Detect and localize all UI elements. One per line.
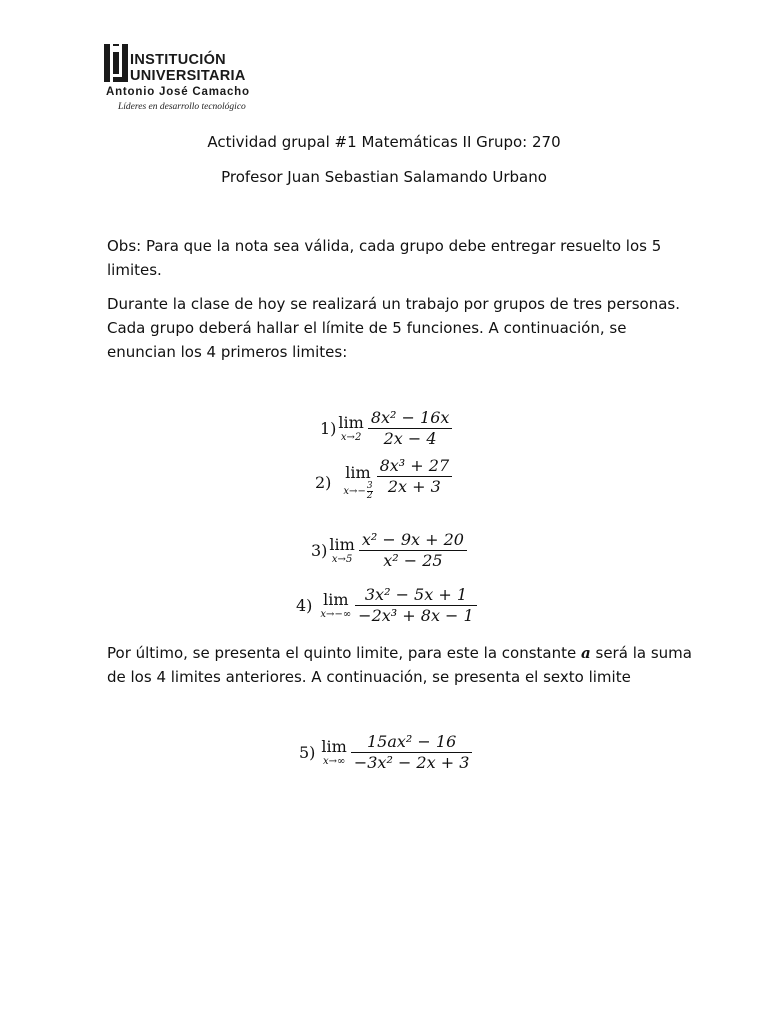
lim-word: lim <box>338 413 364 432</box>
limit-4-label: 4) <box>296 596 313 615</box>
limit-3-fraction <box>359 530 467 571</box>
limit-1 <box>320 408 452 449</box>
limit-4-fraction <box>355 585 477 626</box>
logo-line-3: Antonio José Camacho <box>106 86 250 98</box>
limit-4-operator <box>320 591 351 620</box>
limit-3-numerator: x² − 9x + 20 <box>361 530 464 549</box>
intro-paragraph <box>107 292 680 364</box>
limit-3-label: 3) <box>311 541 328 560</box>
limit-2-approach <box>343 482 372 501</box>
intro-line-3: enuncian los 4 primeros limites: <box>107 343 348 361</box>
limit-2-fraction <box>377 456 453 497</box>
limit-2-label: 2) <box>315 473 332 492</box>
lim-word: lim <box>345 463 371 482</box>
logo-emblem-icon <box>104 44 128 82</box>
approach-fraction-den: 2 <box>366 491 373 501</box>
limit-2 <box>315 456 452 501</box>
closing-line-1 <box>107 641 692 665</box>
limit-5-numerator: 15ax² − 16 <box>366 732 457 751</box>
obs-line-1: Obs: Para que la nota sea válida, cada grupo debe entregar resuelto los 5 <box>107 237 662 255</box>
limit-1-label: 1) <box>320 419 337 438</box>
limit-1-numerator: 8x² − 16x <box>370 408 450 427</box>
limit-5-label: 5) <box>299 743 316 762</box>
limit-5-fraction <box>351 732 473 773</box>
limit-4-denominator: −2x³ + 8x − 1 <box>358 606 474 625</box>
limit-4 <box>296 585 477 626</box>
professor-line: Profesor Juan Sebastian Salamando Urbano <box>221 168 547 186</box>
limit-1-operator <box>338 414 363 443</box>
limit-4-approach: x→−∞ <box>320 609 352 620</box>
limit-3 <box>311 530 467 571</box>
limit-2-approach-fraction <box>367 482 373 501</box>
closing-line-1-end: será la suma <box>590 644 692 662</box>
limit-1-fraction <box>368 408 453 449</box>
lim-word: lim <box>329 535 355 554</box>
limit-2-operator <box>343 464 372 501</box>
limit-3-denominator: x² − 25 <box>383 551 443 570</box>
obs-paragraph <box>107 234 667 282</box>
logo-tagline: Líderes en desarrollo tecnológico <box>118 102 246 112</box>
lim-word: lim <box>321 737 347 756</box>
limit-4-numerator: 3x² − 5x + 1 <box>364 585 468 604</box>
limit-3-approach: x→5 <box>331 554 353 565</box>
intro-line-2: Cada grupo deberá hallar el límite de 5 funciones. A continuación, se <box>107 319 627 337</box>
limit-2-denominator: 2x + 3 <box>387 477 441 496</box>
limit-2-numerator: 8x³ + 27 <box>379 456 450 475</box>
limit-5-approach: x→∞ <box>322 756 346 767</box>
lim-word: lim <box>323 590 349 609</box>
constant-a: a <box>581 644 591 662</box>
closing-line-2: de los 4 limites anteriores. A continuación, se presenta el sexto limite <box>107 668 631 686</box>
closing-paragraph <box>107 641 692 689</box>
document-title: Actividad grupal #1 Matemáticas II Grupo: 270 <box>207 133 561 151</box>
obs-line-2: limites. <box>107 261 162 279</box>
logo-line-2: UNIVERSITARIA <box>130 68 246 84</box>
limit-5-operator <box>321 738 346 767</box>
institution-logo <box>104 44 266 118</box>
closing-line-1-start: Por último, se presenta el quinto limite, para este la constante <box>107 644 582 662</box>
limit-3-operator <box>329 536 354 565</box>
approach-fraction-num: 3 <box>366 481 373 491</box>
limit-1-approach: x→2 <box>340 432 362 443</box>
intro-line-1: Durante la clase de hoy se realizará un trabajo por grupos de tres personas. <box>107 295 680 313</box>
limit-5 <box>299 732 472 773</box>
limit-1-denominator: 2x − 4 <box>383 429 437 448</box>
limit-5-denominator: −3x² − 2x + 3 <box>353 753 470 772</box>
limit-2-approach-text: x→− <box>343 486 366 497</box>
logo-line-1: INSTITUCIÓN <box>130 52 226 68</box>
